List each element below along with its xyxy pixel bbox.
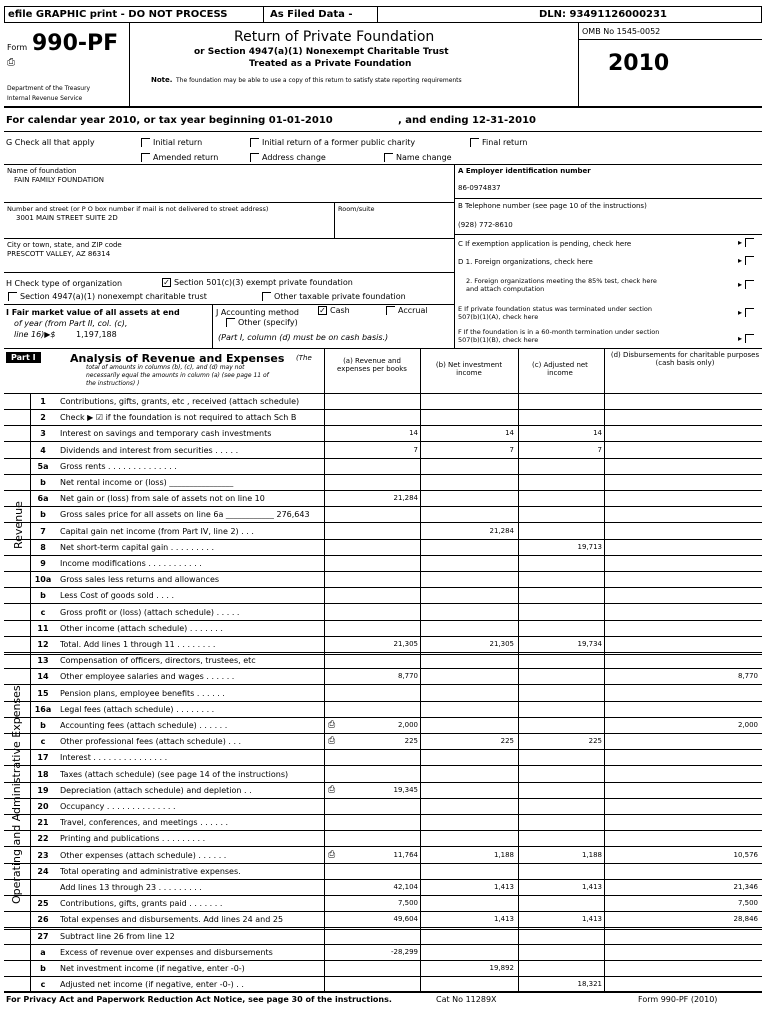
- c-label: C If exemption application is pending, check here: [458, 240, 632, 248]
- line-description: Adjusted net income (if negative, enter -0-) . .: [60, 980, 244, 990]
- table-row: [4, 653, 762, 669]
- phone-value: (928) 772-8610: [458, 221, 513, 229]
- checkbox-icon[interactable]: [141, 138, 150, 147]
- j-note: (Part I, column (d) must be on cash basis.): [218, 333, 389, 342]
- table-row: [4, 961, 762, 977]
- tax-year: 2010: [608, 51, 670, 76]
- option-address-change[interactable]: Address change: [250, 153, 326, 162]
- line-description: Travel, conferences, and meetings . . . . . .: [60, 818, 229, 828]
- j-option-other[interactable]: Other (specify): [226, 318, 298, 327]
- col-c-value: 1,413: [581, 883, 602, 891]
- table-row: [4, 864, 762, 880]
- line-number: 10a: [34, 575, 52, 585]
- f-checkbox[interactable]: ▸: [738, 334, 757, 343]
- line-number: b: [40, 510, 46, 520]
- checkbox-icon[interactable]: [745, 280, 754, 289]
- part1-tag: Part I: [6, 352, 41, 363]
- checkbox-icon[interactable]: [8, 292, 17, 301]
- table-row: [4, 912, 762, 928]
- line-number: b: [40, 964, 46, 973]
- line-description: Gross rents . . . . . . . . . . . . . .: [60, 461, 177, 471]
- table-row: [4, 524, 762, 540]
- checkbox-icon[interactable]: [262, 292, 271, 301]
- table-row: [4, 394, 762, 410]
- col-d-value: 7,500: [737, 899, 758, 908]
- j-option-cash[interactable]: ✓ Cash: [319, 306, 350, 315]
- j-option-accrual[interactable]: Accrual: [386, 306, 428, 315]
- part1-desc3: the instructions) ): [86, 380, 140, 387]
- table-row: [4, 686, 762, 702]
- col-b-value: 1,188: [493, 850, 514, 859]
- checkbox-icon[interactable]: [745, 256, 754, 265]
- e-label: E If private foundation status was terminated under section 507(b)(1)(A), check here: [458, 305, 653, 321]
- line-number: 20: [37, 802, 49, 811]
- line-number: b: [40, 478, 46, 487]
- col-a-value: 8,770: [397, 672, 418, 681]
- d2-checkbox[interactable]: ▸: [738, 280, 757, 289]
- col-d-value: 28,846: [733, 915, 758, 924]
- table-row: [4, 750, 762, 766]
- line-number: 8: [40, 542, 46, 552]
- checkbox-icon[interactable]: [250, 153, 259, 162]
- checkbox-icon[interactable]: [470, 138, 479, 147]
- col-a-value: 21,284: [393, 494, 418, 503]
- street-label: Number and street (or P O box number if mail is not delivered to street address): [7, 205, 269, 213]
- col-a-value: 21,305: [393, 640, 418, 648]
- line-description: Contributions, gifts, grants, etc , received (attach schedule): [60, 397, 300, 406]
- line-description: Excess of revenue over expenses and disbursements: [60, 947, 273, 957]
- col-b-value: 14: [505, 429, 514, 438]
- table-row: [4, 815, 762, 831]
- option-initial-former[interactable]: Initial return of a former public charity: [250, 138, 415, 147]
- line-description: Total operating and administrative expenses.: [60, 866, 241, 876]
- line-number: 19: [37, 785, 49, 795]
- line-description: Taxes (attach schedule) (see page 14 of the instructions): [60, 769, 289, 779]
- line-number: 9: [40, 559, 46, 568]
- col-d-value: 10,576: [733, 850, 758, 859]
- line-description: Income modifications . . . . . . . . . . .: [60, 559, 202, 568]
- tax-year-line: [4, 110, 762, 132]
- d2-label: 2. Foreign organizations meeting the 85% test, check here and attach computation: [466, 277, 657, 293]
- table-row: [4, 848, 762, 864]
- checkbox-icon[interactable]: [250, 138, 259, 147]
- table-row: [4, 540, 762, 556]
- col-a-value: 14: [409, 429, 418, 438]
- line-number: 11: [37, 623, 49, 633]
- checkbox-icon[interactable]: [386, 306, 395, 315]
- section-i-line2: of year (from Part II, col. (c),: [14, 319, 128, 328]
- part1-header: [4, 348, 762, 394]
- table-row: [4, 783, 762, 799]
- tax-year-begin: For calendar year 2010, or tax year beginning 01-01-2010: [6, 115, 333, 126]
- line-description: Accounting fees (attach schedule) . . . . . .: [60, 721, 228, 730]
- h-option-4947[interactable]: Section 4947(a)(1) nonexempt charitable trust: [8, 292, 207, 301]
- line-number: 17: [37, 753, 49, 763]
- line-number: c: [40, 607, 46, 617]
- h-option-501c3[interactable]: ✓ Section 501(c)(3) exempt private foundation: [163, 278, 353, 287]
- line-number: 4: [40, 445, 46, 455]
- line-description: Gross sales less returns and allowances: [60, 575, 220, 585]
- table-row: [4, 410, 762, 426]
- form-title: Return of Private Foundation: [234, 29, 435, 45]
- line-number: 18: [37, 769, 49, 779]
- line-number: c: [40, 980, 46, 990]
- col-a-value: 2,000: [397, 721, 418, 729]
- option-initial-return[interactable]: Initial return: [141, 138, 202, 147]
- section-i-line1: I Fair market value of all assets at end: [6, 308, 180, 317]
- table-row: [4, 669, 762, 685]
- line-description: Interest . . . . . . . . . . . . . . .: [60, 753, 168, 763]
- part1-desc2: necessarily equal the amounts in column (a) (see page 11 of: [86, 372, 269, 379]
- line-description: Add lines 13 through 23 . . . . . . . . .: [60, 883, 202, 892]
- attachment-icon[interactable]: ⎙: [328, 736, 336, 747]
- line-number: b: [40, 591, 46, 601]
- line-description: Gross sales price for all assets on line 6a ____________ 276,643: [60, 510, 310, 520]
- table-row: [4, 637, 762, 653]
- e-checkbox[interactable]: ▸: [738, 308, 757, 317]
- room-label: Room/suite: [338, 205, 375, 213]
- omb-number: OMB No 1545-0052: [582, 27, 661, 36]
- banner-left: efile GRAPHIC print - DO NOT PROCESS: [8, 9, 228, 20]
- note-label: Note.: [151, 76, 173, 84]
- col-b-value: 21,284: [489, 526, 514, 535]
- col-b-value: 225: [500, 737, 514, 746]
- line-description: Net investment income (if negative, enter -0-): [60, 964, 245, 973]
- table-row: [4, 459, 762, 475]
- checkbox-checked-icon[interactable]: ✓: [319, 306, 326, 315]
- col-a-value: 49,604: [393, 915, 418, 924]
- line-description: Interest on savings and temporary cash investments: [60, 429, 272, 439]
- col-d-value: 2,000: [737, 721, 758, 729]
- line-number: 12: [37, 640, 49, 649]
- org-info: [4, 164, 762, 348]
- line-description: Depreciation (attach schedule) and depletion . .: [60, 785, 252, 795]
- col-c-value: 225: [588, 737, 602, 746]
- dept-line1: Department of the Treasury: [7, 85, 91, 92]
- option-amended-return[interactable]: Amended return: [141, 153, 218, 162]
- attachment-icon[interactable]: ⎙: [328, 784, 336, 795]
- section-g: [4, 134, 762, 164]
- col-c-value: 14: [593, 429, 602, 438]
- attachment-icon[interactable]: ⎙: [328, 849, 336, 860]
- line-number: 13: [37, 656, 49, 666]
- line-description: Net rental income or (loss) ________________: [60, 478, 234, 487]
- line-description: Other professional fees (attach schedule) . . .: [60, 737, 242, 747]
- city-label: City or town, state, and ZIP code: [7, 241, 122, 249]
- option-final-return[interactable]: Final return: [470, 138, 527, 147]
- part1-desc1: total of amounts in columns (b), (c), and (d) may not: [86, 364, 245, 371]
- table-row: [4, 491, 762, 507]
- col-b-header: (b) Net investment income: [435, 361, 503, 377]
- line-description: Occupancy . . . . . . . . . . . . . .: [60, 802, 176, 811]
- table-row: [4, 831, 762, 847]
- part1-title-note: (The: [296, 354, 312, 362]
- col-d-value: 8,770: [737, 672, 758, 681]
- dept-line2: Internal Revenue Service: [7, 95, 83, 102]
- line-number: 15: [37, 688, 49, 698]
- table-row: [4, 475, 762, 491]
- col-c-value: 19,713: [577, 542, 602, 551]
- line-number: 14: [37, 672, 49, 682]
- checkbox-icon[interactable]: [226, 318, 235, 327]
- section-h-label: H Check type of organization: [6, 279, 123, 288]
- col-c-value: 18,321: [577, 980, 602, 989]
- ein-value: 86-0974837: [458, 184, 501, 192]
- footer-cat: Cat No 11289X: [436, 995, 497, 1004]
- table-row: [4, 718, 762, 734]
- line-number: 6a: [37, 494, 49, 504]
- col-b-value: 21,305: [489, 640, 514, 648]
- top-banner: [4, 6, 762, 23]
- col-a-value: 225: [404, 737, 418, 746]
- street-value: 3001 MAIN STREET SUITE 2D: [16, 214, 118, 222]
- col-a-value: 7,500: [397, 899, 418, 908]
- table-row: [4, 767, 762, 783]
- col-c-value: 1,413: [581, 915, 602, 924]
- checkbox-icon[interactable]: [745, 238, 754, 247]
- line-description: Legal fees (attach schedule) . . . . . . . .: [60, 704, 215, 714]
- col-b-value: 1,413: [493, 883, 514, 891]
- f-label: F If the foundation is in a 60-month termination under section 507(b)(1)(B), check here: [458, 328, 660, 344]
- col-c-value: 1,188: [581, 850, 602, 859]
- form-number: 990-PF: [32, 31, 119, 56]
- line-description: Check ▶ ☑ if the foundation is not required to attach Sch B: [60, 413, 297, 423]
- line-number: 5a: [37, 461, 49, 471]
- d1-label: D 1. Foreign organizations, check here: [458, 258, 593, 266]
- line-number: 2: [40, 413, 46, 423]
- line-description: Other employee salaries and wages . . . . . .: [60, 672, 235, 682]
- line-description: Net gain or (loss) from sale of assets not on line 10: [60, 494, 265, 504]
- line-description: Printing and publications . . . . . . . . .: [60, 834, 206, 844]
- line-number: 1: [40, 397, 46, 406]
- col-b-value: 19,892: [489, 964, 514, 972]
- line-number: c: [40, 737, 46, 747]
- table-row: [4, 880, 762, 896]
- tax-year-end: , and ending 12-31-2010: [398, 115, 536, 126]
- table-row: [4, 426, 762, 442]
- line-description: Contributions, gifts, grants paid . . . . . . .: [60, 899, 223, 909]
- col-d-value: 21,346: [733, 883, 758, 891]
- col-b-value: 7: [509, 445, 514, 454]
- side-label-expenses: Operating and Administrative Expenses: [10, 685, 23, 904]
- line-number: b: [40, 721, 46, 730]
- table-row: [4, 977, 762, 993]
- table-row: [4, 443, 762, 459]
- section-j-label: J Accounting method: [216, 308, 300, 317]
- h-option-other[interactable]: Other taxable private foundation: [262, 292, 406, 301]
- fmv-value: 1,197,188: [76, 330, 117, 339]
- city-value: PRESCOTT VALLEY, AZ 86314: [7, 250, 111, 258]
- side-label-revenue: Revenue: [12, 501, 25, 549]
- form-prefix: Form: [7, 43, 28, 52]
- checkbox-icon[interactable]: [384, 153, 393, 162]
- table-row: [4, 507, 762, 523]
- section-i-line3: line 16)▶$: [14, 330, 56, 339]
- col-a-value: 7: [413, 445, 418, 454]
- col-a-value: 19,345: [393, 785, 418, 794]
- line-number: 22: [37, 834, 49, 844]
- line-number: 26: [37, 915, 49, 925]
- table-row: [4, 734, 762, 750]
- phone-label: B Telephone number (see page 10 of the instructions): [458, 202, 647, 210]
- table-row: [4, 702, 762, 718]
- line-description: Gross profit or (loss) (attach schedule) . . . . .: [60, 607, 240, 617]
- line-description: Other expenses (attach schedule) . . . . . .: [60, 850, 227, 860]
- col-a-header: (a) Revenue and expenses per books: [337, 357, 407, 373]
- d1-checkbox[interactable]: ▸: [738, 256, 757, 265]
- line-number: 7: [40, 526, 46, 536]
- checkbox-icon[interactable]: [141, 153, 150, 162]
- c-checkbox[interactable]: ▸: [738, 238, 757, 247]
- line-number: 3: [40, 429, 46, 439]
- col-b-value: 1,413: [493, 915, 514, 924]
- line-description: Dividends and interest from securities . . . . .: [60, 445, 239, 455]
- ein-label: A Employer identification number: [458, 167, 591, 175]
- checkbox-checked-icon[interactable]: ✓: [163, 278, 170, 287]
- table-row: [4, 799, 762, 815]
- line-number: 25: [37, 899, 49, 909]
- col-c-value: 7: [597, 445, 602, 454]
- footer-notice: For Privacy Act and Paperwork Reduction Act Notice, see page 30 of the instructions.: [6, 995, 392, 1004]
- option-name-change[interactable]: Name change: [384, 153, 452, 162]
- table-row: [4, 896, 762, 912]
- section-g-label: G Check all that apply: [6, 138, 95, 147]
- checkbox-icon[interactable]: [745, 334, 754, 343]
- col-a-value: 42,104: [393, 883, 418, 891]
- dln: DLN: 93491126000231: [539, 9, 667, 20]
- table-row: [4, 588, 762, 604]
- line-description: Other income (attach schedule) . . . . . . .: [60, 623, 223, 633]
- line-number: 24: [37, 866, 49, 876]
- line-number: a: [40, 947, 46, 957]
- line-number: 23: [37, 850, 49, 860]
- footer-form: Form 990-PF (2010): [638, 995, 718, 1004]
- line-description: Capital gain net income (from Part IV, line 2) . . .: [60, 526, 254, 536]
- col-a-value: -28,299: [390, 947, 418, 956]
- note-text: The foundation may be able to use a copy of this return to satisfy state reporting requirements: [176, 77, 462, 84]
- table-row: [4, 605, 762, 621]
- line-description: Compensation of officers, directors, trustees, etc: [60, 656, 256, 666]
- table-row: [4, 621, 762, 637]
- form-subtitle2: Treated as a Private Foundation: [249, 59, 412, 69]
- table-row: [4, 572, 762, 588]
- name-label: Name of foundation: [7, 167, 77, 175]
- table-row: [4, 945, 762, 961]
- col-c-value: 19,734: [577, 640, 602, 648]
- line-description: Total expenses and disbursements. Add lines 24 and 25: [60, 915, 284, 925]
- col-d-header: (d) Disbursements for charitable purposes (cash basis only): [610, 351, 760, 367]
- part1-title: Analysis of Revenue and Expenses: [70, 352, 285, 365]
- line-number: 16a: [34, 704, 52, 714]
- line-description: Subtract line 26 from line 12: [60, 931, 175, 941]
- page-footer: [4, 994, 762, 1008]
- line-number: 27: [37, 931, 49, 941]
- table-row: [4, 556, 762, 572]
- foundation-name: FAIN FAMILY FOUNDATION: [14, 176, 104, 184]
- line-description: Net short-term capital gain . . . . . . . . .: [60, 542, 215, 552]
- checkbox-icon[interactable]: [745, 308, 754, 317]
- attachment-icon[interactable]: ⎙: [328, 720, 336, 730]
- form-header: [4, 23, 762, 108]
- col-a-value: 11,764: [393, 850, 418, 859]
- line-description: Less Cost of goods sold . . . .: [60, 591, 175, 601]
- form-subtitle1: or Section 4947(a)(1) Nonexempt Charitable Trust: [194, 47, 449, 57]
- table-row: [4, 929, 762, 945]
- col-c-header: (c) Adjusted net income: [532, 361, 588, 377]
- line-description: Total. Add lines 1 through 11 . . . . . . . .: [60, 640, 216, 649]
- line-number: 21: [37, 818, 49, 828]
- banner-middle: As Filed Data -: [270, 9, 353, 20]
- form-icon: ⎙: [7, 57, 15, 68]
- line-description: Pension plans, employee benefits . . . . . .: [60, 688, 225, 698]
